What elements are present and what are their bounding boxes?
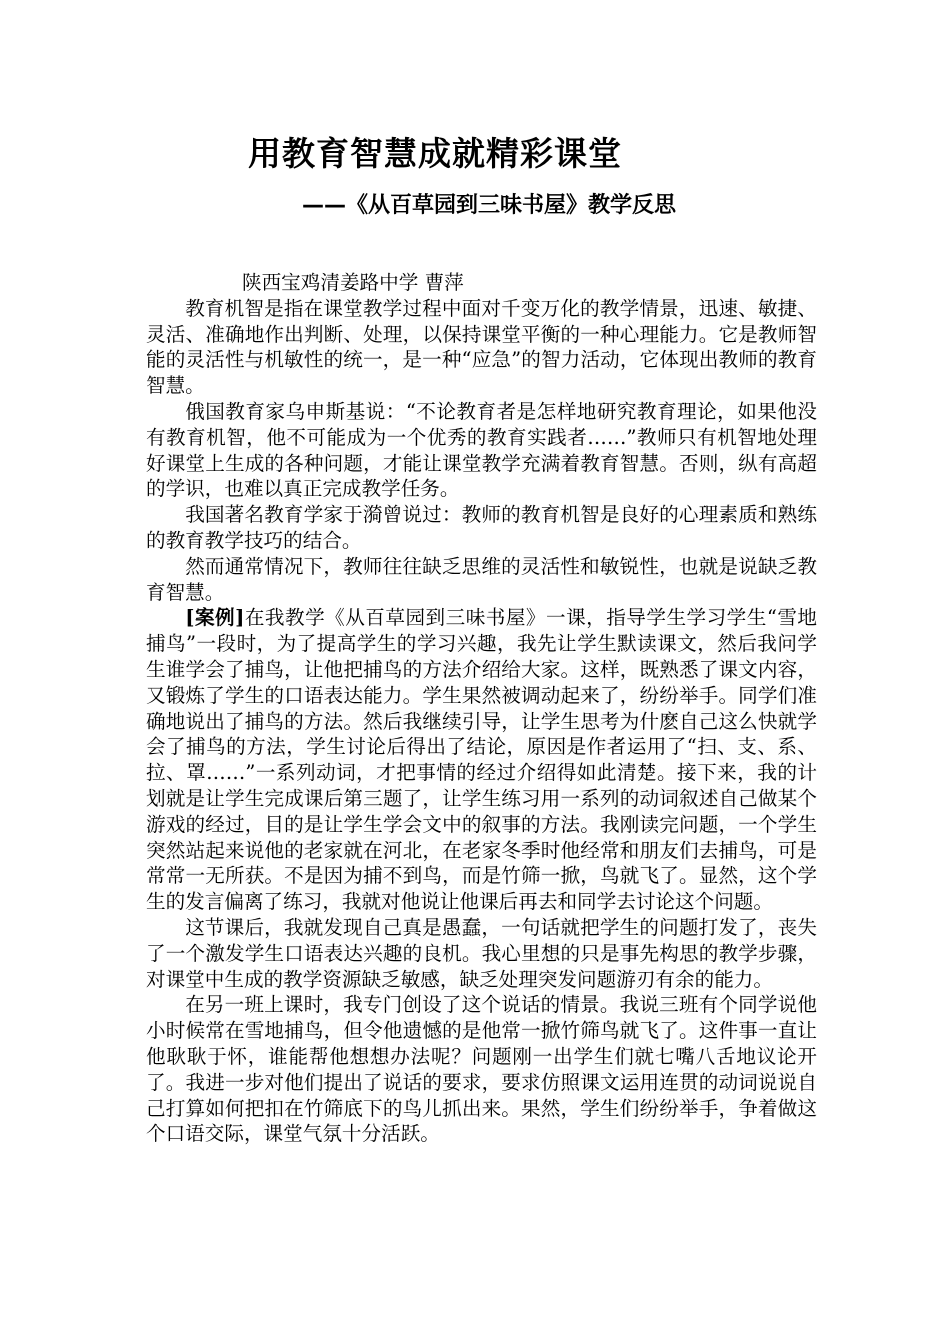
paragraph: 这节课后，我就发现自己真是愚蠢，一句话就把学生的问题打发了，丧失了一个激发学生口语表达兴趣的良机。我心里想的只是事先构思的教学步骤，对课堂中生成的教学资源缺乏敏感，缺乏处理突发问题游刃有余的能力。 — [146, 915, 817, 991]
case-label: [案例] — [185, 606, 245, 630]
document-body — [146, 270, 817, 1147]
case-text: 在我教学《从百草园到三味书屋》一课，指导学生学习学生“雪地捕鸟”一段时，为了提高学生的学习兴趣，我先让学生默读课文，然后我问学生谁学会了捕鸟，让他把捕鸟的方法介绍给大家。这样，既熟悉了课文内容，又锻炼了学生的口语表达能力。学生果然被调动起来了，纷纷举手。同学们准确地说出了捕鸟的方法。然后我继续引导，让学生思考为什麽自己这么快就学会了捕鸟的方法，学生讨论后得出了结论，原因是作者运用了“扫、支、系、拉、罩……”一系列动词，才把事情的经过介绍得如此清楚。接下来，我的计划就是让学生完成课后第三题了，让学生练习用一系列的动词叙述自己做某个游戏的经过，目的是让学生学会文中的叙事的方法。我刚读完问题，一个学生突然站起来说他的老家就在河北，在老家冬季时他经常和朋友们去捕鸟，可是常常一无所获。不是因为捕不到鸟，而是竹筛一掀，鸟就飞了。显然，这个学生的发言偏离了练习，我就对他说让他课后再去和同学去讨论这个问题。 — [146, 606, 817, 914]
paragraph: 俄国教育家乌申斯基说：“不论教育者是怎样地研究教育理论，如果他没有教育机智，他不可能成为一个优秀的教育实践者……”教师只有机智地处理好课堂上生成的各种问题，才能让课堂教学充满着教育智慧。否则，纵有高超的学识，也难以真正完成教学任务。 — [146, 399, 817, 501]
paragraph: 教育机智是指在课堂教学过程中面对千变万化的教学情景，迅速、敏捷、灵活、准确地作出判断、处理，以保持课堂平衡的一种心理能力。它是教师智能的灵活性与机敏性的统一，是一种“应急”的智力活动，它体现出教师的教育智慧。 — [146, 296, 817, 398]
case-paragraph — [146, 605, 817, 915]
paragraph: 然而通常情况下，教师往往缺乏思维的灵活性和敏锐性，也就是说缺乏教育智慧。 — [146, 554, 817, 604]
document-subtitle: ——《从百草园到三味书屋》教学反思 — [302, 193, 677, 218]
paragraph: 我国著名教育学家于漪曾说过：教师的教育机智是良好的心理素质和熟练的教育教学技巧的结合。 — [146, 503, 817, 552]
document-title: 用教育智慧成就精彩课堂 — [248, 134, 622, 173]
author-line: 陕西宝鸡清姜路中学 曹萍 — [242, 271, 464, 294]
paragraph: 在另一班上课时，我专门创设了这个说话的情景。我说三班有个同学说他小时候常在雪地捕鸟，但令他遗憾的是他常一掀竹筛鸟就飞了。这件事一直让他耿耿于怀，谁能帮他想想办法呢？问题刚一出学生们就七嘴八舌地议论开了。我进一步对他们提出了说话的要求，要求仿照课文运用连贯的动词说说自己打算如何把扣在竹筛底下的鸟儿抓出来。果然，学生们纷纷举手，争着做这个口语交际，课堂气氛十分活跃。 — [146, 993, 817, 1146]
